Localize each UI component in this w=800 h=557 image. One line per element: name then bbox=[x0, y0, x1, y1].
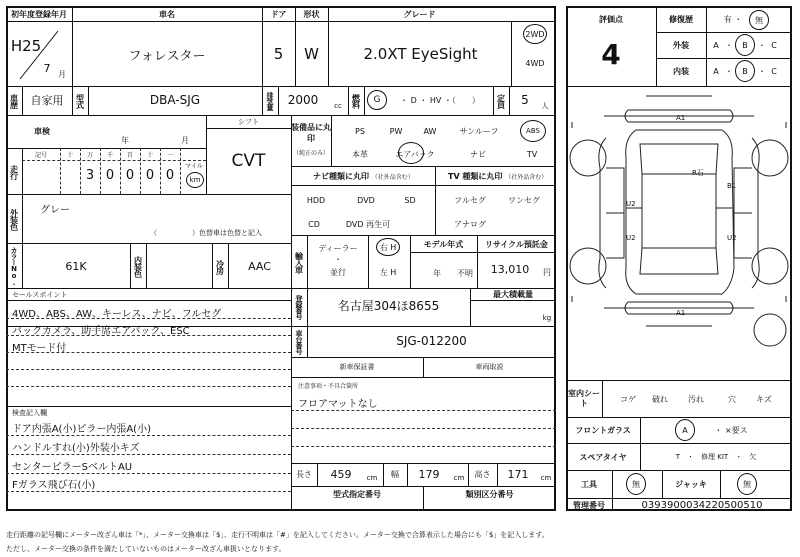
glass-options: ・ ×要ス bbox=[714, 425, 748, 435]
right-h: 右 H bbox=[379, 242, 397, 252]
navi-sd: SD bbox=[404, 195, 416, 205]
doors: 5 bbox=[273, 45, 284, 63]
interior-label: 内装 bbox=[673, 66, 689, 76]
seat-tear: 破れ bbox=[652, 394, 668, 404]
reg-no-label: 登録番号 bbox=[295, 295, 303, 319]
sales-label: セールスポイント bbox=[12, 291, 68, 299]
color-note: （ ）色替車は色替と記入 bbox=[150, 229, 262, 237]
sales-line: パックカメラ、助手席エアパック、ESC bbox=[12, 326, 190, 337]
model: DBA-SJG bbox=[149, 93, 201, 107]
footer-line-1: 走行距離の記号欄にメーター改ざん車は「*」、メーター交換車は「$」、走行不明車は「#」を記入してください。メーター交換で合算表示した場合にも「$」を記入します。 bbox=[6, 531, 549, 539]
ac-label: 冷房 bbox=[215, 260, 225, 274]
inspection-note: Fガラス飛び石(小) bbox=[12, 480, 96, 491]
ext-grade-c: C bbox=[771, 40, 777, 50]
import-dealer: ディーラー bbox=[318, 243, 358, 253]
car-name-label: 車名 bbox=[159, 9, 175, 19]
capacity-unit: 人 bbox=[541, 102, 549, 110]
shift-label: シフト bbox=[238, 118, 259, 126]
ext-grade-a: A bbox=[713, 40, 719, 50]
int-grade-a: A bbox=[713, 66, 719, 76]
import-parallel: 並行 bbox=[330, 267, 346, 277]
class-label: 類別区分番号 bbox=[465, 489, 514, 499]
tools-label: 工具 bbox=[581, 479, 597, 489]
reg-era-year: H25 bbox=[10, 37, 42, 55]
option-navi: ナビ bbox=[470, 149, 486, 159]
ext-grade-b: B bbox=[742, 40, 748, 50]
options-sub: （純正のみ） bbox=[292, 149, 329, 157]
option-abs: ABS bbox=[526, 127, 540, 135]
tv-analog: アナログ bbox=[454, 219, 486, 229]
capacity-label: 定員 bbox=[496, 94, 506, 108]
unit-1: 十 bbox=[66, 152, 73, 159]
unit-2: 万 bbox=[86, 152, 93, 159]
height-label: 高さ bbox=[474, 469, 491, 479]
fuel-label: 燃料 bbox=[351, 94, 361, 108]
damage-mark: U2 bbox=[626, 200, 636, 208]
unit-6: 一 bbox=[166, 152, 173, 159]
spare-options: T ・ 修理 KIT ・ 欠 bbox=[675, 453, 757, 461]
length: 459 bbox=[330, 467, 352, 481]
damage-mark: U2 bbox=[727, 234, 737, 242]
int-dot: ・ bbox=[725, 66, 733, 76]
displacement: 2000 bbox=[287, 93, 319, 107]
inspection-note: ドア内張A(小)ピラー内張A(小) bbox=[12, 424, 151, 435]
tv-label: TV 種類に丸印 （社外品含む） bbox=[448, 172, 548, 181]
damage-mark: U2 bbox=[626, 234, 636, 242]
recycle-yen: 円 bbox=[543, 267, 551, 277]
width-label: 幅 bbox=[391, 469, 399, 479]
seat-hole: 穴 bbox=[728, 394, 736, 404]
ac: AAC bbox=[248, 259, 271, 273]
shift: CVT bbox=[231, 151, 266, 171]
chassis-label: 車台番号 bbox=[295, 330, 303, 354]
unit-5: 十 bbox=[146, 152, 153, 159]
capacity: 5 bbox=[521, 93, 529, 107]
car-damage-diagram bbox=[566, 88, 792, 378]
navi-dvd-play: DVD 再生可 bbox=[345, 219, 391, 229]
color-label: 外装色 bbox=[9, 208, 19, 230]
shape: W bbox=[304, 45, 319, 63]
navi-label: ナビ種類に丸印 （社外品含む） bbox=[313, 172, 414, 181]
interior-color-label: 内装色 bbox=[133, 255, 143, 277]
grade: 2.0XT EyeSight bbox=[363, 45, 478, 63]
reg-year-label: 初年度登録年月 bbox=[11, 9, 67, 19]
inspection-year-unit: 年 bbox=[121, 135, 129, 145]
int-dot: ・ bbox=[758, 66, 766, 76]
load-label: 最大積載量 bbox=[493, 289, 533, 299]
repair-label: 修復歴 bbox=[669, 14, 693, 24]
import-dot: ・ bbox=[334, 254, 342, 264]
damage-mark: R石 bbox=[692, 169, 704, 177]
notes-value: フロアマットなし bbox=[298, 399, 378, 410]
inspection-note: ハンドルすれ(小)外装小キズ bbox=[12, 443, 140, 454]
option-airbag: エアバック bbox=[395, 149, 435, 159]
left-h: 左 H bbox=[379, 267, 397, 277]
width-cm: cm bbox=[453, 474, 465, 482]
jack-none: 無 bbox=[743, 479, 751, 489]
unit-3: 千 bbox=[106, 152, 113, 159]
load-kg: kg bbox=[542, 314, 552, 322]
spare-label: スペアタイヤ bbox=[579, 452, 627, 462]
import-label: 輸入車 bbox=[294, 251, 304, 273]
height-cm: cm bbox=[540, 474, 552, 482]
recycle: 13,010 bbox=[490, 262, 530, 276]
length-label: 長さ bbox=[296, 469, 312, 479]
navi-hdd: HDD bbox=[306, 195, 326, 205]
mileage-symbol-label: 記号 bbox=[34, 152, 47, 159]
manual-label: 車両取説 bbox=[475, 363, 504, 371]
model-year-unit: 年 bbox=[433, 268, 441, 278]
ext-dot: ・ bbox=[758, 40, 766, 50]
drive-4wd: 4WD bbox=[525, 58, 545, 68]
inspection-note: センターピラーSベルトAU bbox=[12, 462, 133, 473]
km-label: km bbox=[189, 176, 201, 184]
option-pw: PW bbox=[389, 126, 403, 136]
navi-dvd: DVD bbox=[357, 195, 375, 205]
reg-no: 名古屋304ほ8655 bbox=[337, 298, 440, 313]
model-year-unknown: 不明 bbox=[457, 268, 473, 278]
notes-label: 注意事項・不具合箇所 bbox=[298, 383, 359, 390]
repair-options: 有 ・ bbox=[723, 14, 743, 24]
navi-cd: CD bbox=[308, 219, 320, 229]
usage-label: 車歴 bbox=[9, 94, 19, 108]
reg-month: 7 bbox=[43, 61, 51, 75]
height: 171 bbox=[507, 467, 529, 481]
score-label: 評価点 bbox=[599, 14, 623, 24]
seat-label: 室内シート bbox=[568, 389, 600, 408]
jack-label: ジャッキ bbox=[675, 479, 707, 489]
usage: 自家用 bbox=[30, 94, 64, 107]
cc-unit: cc bbox=[334, 102, 342, 110]
footer-line-2: ただし、メーター交換の条件を満たしていないものはメーター改ざん車扱いとなります。 bbox=[6, 545, 286, 553]
damage-mark: B1 bbox=[727, 182, 737, 190]
mgmt-no: 0393900034220500510 bbox=[641, 499, 763, 511]
model-year-label: モデル年式 bbox=[423, 239, 464, 249]
exterior-label: 外装 bbox=[673, 40, 689, 50]
car-name: フォレスター bbox=[128, 48, 206, 64]
inspection-notes-label: 検査記入欄 bbox=[12, 409, 47, 417]
mileage-digit: 3 bbox=[85, 167, 95, 183]
color-no-label: カラーNo. bbox=[10, 246, 18, 286]
option-ps: PS bbox=[355, 126, 365, 136]
seat-dirt: 汚れ bbox=[688, 394, 704, 404]
unit-4: 百 bbox=[126, 152, 133, 159]
option-leather: 本革 bbox=[352, 149, 368, 159]
option-sunroof: サンルーフ bbox=[459, 126, 499, 136]
model-label: 型式 bbox=[75, 94, 85, 108]
new-warranty-label: 新車保証書 bbox=[339, 363, 375, 371]
glass-label: フロントガラス bbox=[575, 425, 631, 435]
displacement-label: 排気量 bbox=[266, 92, 274, 110]
glass-a: A bbox=[682, 425, 688, 435]
chassis-no: SJG-012200 bbox=[396, 334, 467, 348]
inspection-month-unit: 月 bbox=[181, 135, 189, 145]
inspection-label: 車検 bbox=[34, 126, 50, 136]
mileage-digit: 0 bbox=[165, 167, 175, 183]
sales-line: 4WD、ABS、AW、キーレス、ナビ、フルセグ bbox=[12, 309, 222, 320]
fuel-options: ・ D ・ HV ・（ ） bbox=[400, 95, 480, 105]
damage-mark: A1 bbox=[676, 114, 686, 122]
tv-fullseg: フルセグ bbox=[454, 195, 486, 205]
mileage-digit: 0 bbox=[125, 167, 135, 183]
mileage-label: 走行 bbox=[9, 165, 19, 179]
tv-oneseg: ワンセグ bbox=[508, 195, 540, 205]
shape-label: 形状 bbox=[303, 9, 320, 19]
options-label: 装備品に丸印 bbox=[291, 123, 331, 143]
tools-none: 無 bbox=[632, 479, 640, 489]
drive-2wd: 2WD bbox=[525, 29, 545, 39]
reg-month-unit: 月 bbox=[58, 69, 66, 79]
door-label: ドア bbox=[270, 9, 287, 19]
length-cm: cm bbox=[366, 474, 378, 482]
seat-burn: コゲ bbox=[620, 394, 636, 404]
mgmt-label: 管理番号 bbox=[573, 500, 605, 510]
color-value: グレー bbox=[40, 205, 70, 216]
mileage-digit: 0 bbox=[105, 167, 115, 183]
option-tv: TV bbox=[526, 149, 538, 159]
type-cert-label: 型式指定番号 bbox=[333, 489, 381, 499]
int-grade-b: B bbox=[742, 66, 748, 76]
sales-line: MTモード付 bbox=[12, 343, 67, 354]
repair-none: 無 bbox=[755, 15, 763, 25]
ext-dot: ・ bbox=[725, 40, 733, 50]
int-grade-c: C bbox=[771, 66, 777, 76]
fuel-g: G bbox=[373, 95, 381, 105]
mileage-digit: 0 bbox=[145, 167, 155, 183]
width: 179 bbox=[418, 467, 440, 481]
score-value: 4 bbox=[601, 37, 621, 71]
grade-label: グレード bbox=[403, 9, 436, 19]
seat-scratch: キズ bbox=[756, 394, 772, 404]
mile-label: マイル bbox=[185, 162, 203, 170]
recycle-label: リサイクル預託金 bbox=[485, 239, 548, 249]
color-no: 61K bbox=[65, 259, 87, 273]
option-aw: AW bbox=[423, 126, 437, 136]
damage-mark: A1 bbox=[676, 309, 686, 317]
